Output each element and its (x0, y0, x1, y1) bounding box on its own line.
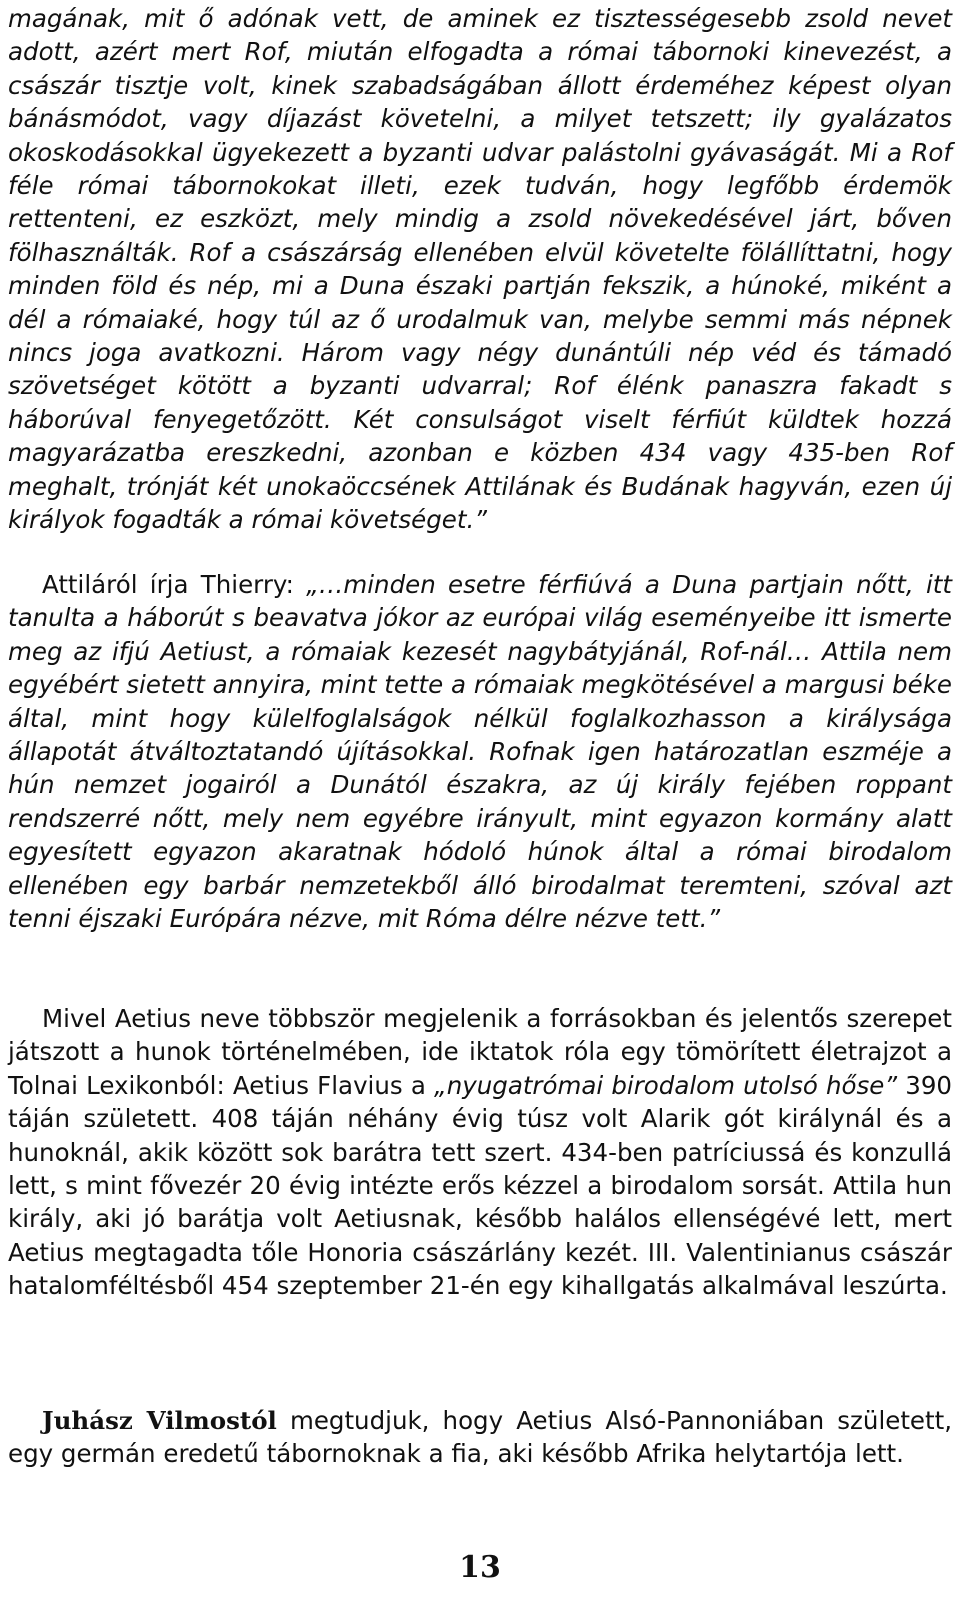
paragraph-juhasz (8, 1404, 952, 1471)
paragraph-aetius-biography (8, 1002, 952, 1303)
paragraph-rof-history: magának, mit ő adónak vett, de aminek ez tisztességesebb zsold nevet adott, azért mert Rof, miután elfogadta a római tábornoki kinevezést, a császár tisztje volt, kinek szabadságában állott érdeméhez képest olyan bánásmódot, vagy díjazást követelni, a milyet tetszett; ily gyalázatos okoskodásokkal ügyekezett a byzanti udvar palástolni gyávaságát. Mi a Rof féle római tábornokokat illeti, ezek tudván, hogy legfőbb érdemök rettenteni, ez eszközt, mely mindig a zsold növekedésével járt, bőven fölhasználták. Rof a császárság ellenében elvül követelte fölállíttatni, hogy minden föld és nép, mi a Duna északi partján fekszik, a húnoké, miként a dél a rómaiaké, hogy túl az ő urodalmuk van, melybe semmi más népnek nincs joga avatkozni. Három vagy négy dunántúli nép véd és támadó szövetséget kötött a byzanti udvarral; Rof élénk panaszra fakadt s háborúval fenyegetőzött. Két consulságot viselt férfiút küldtek hozzá magyarázatba ereszkedni, azonban e közben 434 vagy 435-ben Rof meghalt, trónját két unokaöccsének Attilának és Budának hagyván, ezen új királyok fogadták a római követséget.” (8, 4, 952, 535)
document-page (8, 0, 952, 1612)
aetius-italic-phrase: „nyugatrómai birodalom utolsó hőse” (434, 1070, 898, 1100)
paragraph-thierry-quote (8, 568, 952, 935)
aetius-text-a: Mivel Aetius neve többször megjelenik a forrásokban és jelentős szerepet játszott a hunok történelmében, ide iktatok róla egy tömörített életrajzot a Tolnai Lexikonból: Aetius Flavius a (8, 1004, 952, 1100)
thierry-quote: „…minden esetre férfiúvá a Duna partjain nőtt, itt tanulta a háborút s beavatva jókor az európai világ eseményeibe itt ismerte meg az ifjú Aetiust, a rómaiak kezesét nagybátyjánál, Rof-nál… Attila nem egyébért sietett annyira, mint tette a rómaiak megkötésével a margusi béke által, mint hogy külelfoglalságok nélkül foglalkozhasson a királysága állapotát átváltoztatandó újításokkal. Rofnak igen határozatlan eszméje a hún nemzet jogairól a Dunától északra, az új király fejében roppant rendszerré nőtt, mely nem egyébre irányult, mint egyazon kormány alatt egyesített egyazon akaratnak hódoló húnok által a római birodalom ellenében egy barbár nemzetekből álló birodalmat teremteni, szóval azt tenni éjszaki Európára nézve, mit Róma délre nézve tett.” (8, 570, 953, 934)
juhasz-text: megtudjuk, hogy Aetius Alsó-Pannoniában született, egy germán eredetű tábornoknak a fia, aki később Afrika helytartója lett. (8, 1406, 952, 1469)
author-name-bold: Juhász Vilmostól (42, 1406, 277, 1435)
quote-lead: Attiláról írja Thierry: (42, 570, 307, 599)
aetius-text-b: 390 táján született. 408 táján néhány évig túsz volt Alarik gót királynál és a hunoknál, akik között sok barátra tett szert. 434-ben patríciussá és konzullá lett, s mint fővezér 20 évig intézte erős kézzel a birodalom sorsát. Attila hun király, aki jó barátja volt Aetiusnak, később halálos ellenségévé lett, mert Aetius megtagadta tőle Honoria császárlány kezét. III. Valentinianus császár hatalomféltésből 454 szeptember 21-én egy kihallgatás alkalmával leszúrta. (8, 1070, 952, 1301)
page-number: 13 (459, 1550, 501, 1585)
